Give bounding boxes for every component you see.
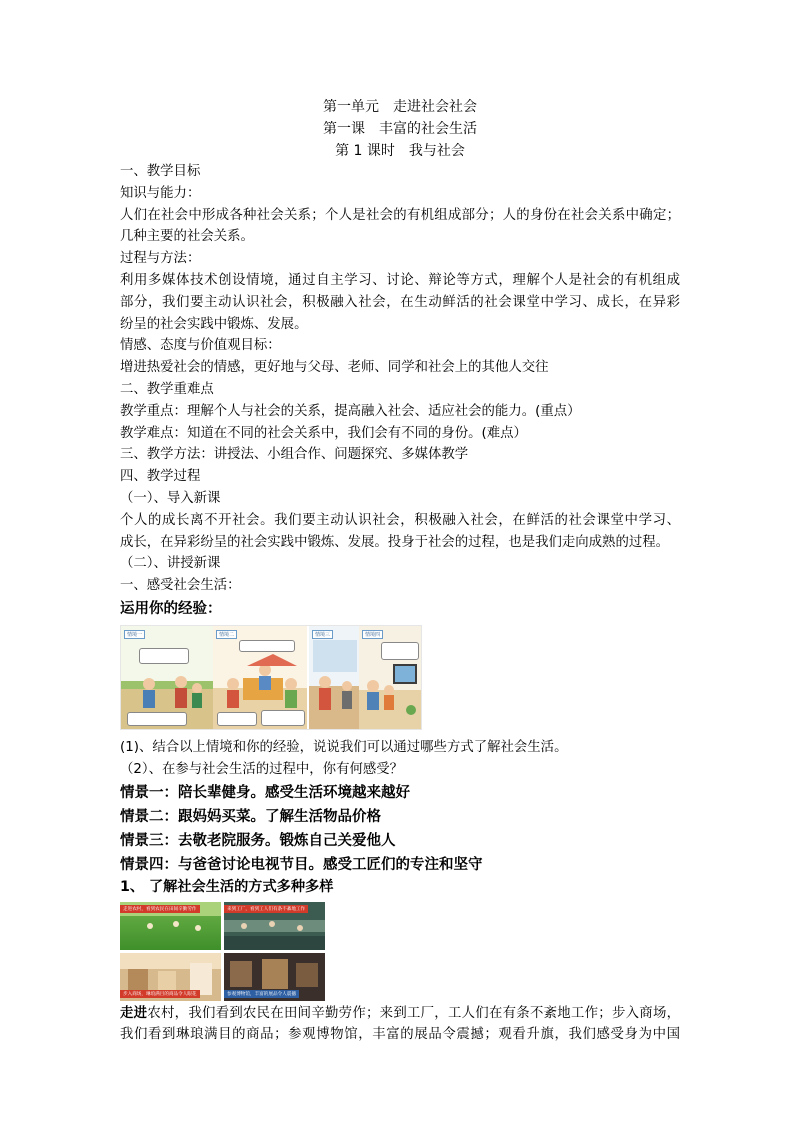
new-lesson-heading: （二）、讲授新课: [120, 556, 221, 572]
document-body: [120, 161, 680, 1046]
speech-bubble: [239, 640, 295, 652]
situation-item: 情景四：与爸爸讨论电视节目。感受工匠们的专注和坚守: [120, 856, 483, 873]
scene-panel-1: [121, 626, 213, 729]
process-heading: 四、教学过程: [120, 469, 201, 485]
speech-bubble: [217, 712, 257, 726]
situation-item: 情景二：跟妈妈买菜。了解生活物品价格: [120, 808, 381, 825]
photo-caption: 参观博物馆，丰富的展品令人震撼: [224, 990, 299, 998]
difficult-point: 教学难点：知道在不同的社会关系中，我们会有不同的身份。(难点）: [120, 425, 527, 441]
farm-photo: [120, 902, 221, 950]
lesson-title: 第一课 丰富的社会生活: [323, 121, 477, 137]
factory-photo: [224, 902, 325, 950]
scene-panel-4: [359, 626, 421, 729]
feel-heading: 一、感受社会生活：: [120, 578, 241, 594]
emotion-line: 增进热爱社会的情感，更好地与父母、老师、同学和社会上的其他人交往: [120, 360, 549, 376]
knowledge-label: 知识与能力：: [120, 185, 201, 201]
scene-label-1: 情境一: [124, 630, 145, 639]
process-line: 利用多媒体技术创设情境，通过自主学习、讨论、辩论等方式，理解个人是社会的有机组成: [120, 272, 680, 288]
speech-bubble: [127, 712, 187, 726]
scenes-illustration: [120, 625, 422, 730]
closing-line: [120, 1003, 680, 1025]
photo-grid: [120, 902, 325, 1001]
section-heading: 1、 了解社会生活的方式多种多样: [120, 878, 334, 895]
process-line: 部分，我们要主动认识社会，积极融入社会，在生动鲜活的社会课堂中学习、成长，在异彩: [120, 294, 680, 310]
emotion-label: 情感、态度与价值观目标：: [120, 338, 281, 354]
situation-item: 情景三：去敬老院服务。锻炼自己关爱他人: [120, 832, 396, 849]
title-block: [120, 96, 680, 162]
photo-caption: 走进农村，看到农民在田间辛勤劳作: [120, 905, 200, 913]
intro-line: 成长，在异彩纷呈的社会实践中锻炼、发展。投身于社会的过程，也是我们走向成熟的过程。: [120, 534, 670, 550]
scene-label-2: 情境二: [216, 630, 237, 639]
unit-title: 第一单元 走进社会社会: [323, 99, 477, 115]
key-point: 教学重点：理解个人与社会的关系，提高融入社会、适应社会的能力。(重点）: [120, 403, 581, 419]
intro-heading: （一）、导入新课: [120, 490, 221, 506]
experience-label: 运用你的经验：: [120, 600, 222, 617]
period-title: 第 1 课时 我与社会: [335, 143, 465, 159]
knowledge-line: 人们在社会中形成各种社会关系；个人是社会的有机组成部分；人的身份在社会关系中确定；: [120, 207, 680, 223]
keypoints-heading: 二、教学重难点: [120, 381, 214, 397]
photo-caption: 步入商场，琳琅满目的商品令人眼花: [120, 990, 200, 998]
methods-text: 三、教学方法：讲授法、小组合作、问题探究、多媒体教学: [120, 447, 469, 463]
scene-label-3: 情境三: [312, 630, 333, 639]
photo-caption: 来到工厂，看到工人们有条不紊地工作: [224, 905, 308, 913]
question-2: （2）、在参与社会生活的过程中，你有何感受？: [120, 761, 404, 777]
knowledge-line: 几种主要的社会关系。: [120, 229, 254, 245]
process-line: 纷呈的社会实践中锻炼、发展。: [120, 316, 308, 332]
scene-panel-2: [213, 626, 307, 729]
closing-line: 我们看到琳琅满目的商品；参观博物馆，丰富的展品令震撼；观看升旗，我们感受身为中国: [120, 1027, 680, 1043]
intro-line: 个人的成长离不开社会。我们要主动认识社会，积极融入社会，在鲜活的社会课堂中学习、: [120, 512, 680, 528]
closing-rest: 农村，我们看到农民在田间辛勤劳作；来到工厂，工人们在有条不紊地工作；步入商场，: [147, 1005, 681, 1021]
situation-item: 情景一：陪长辈健身。感受生活环境越来越好: [120, 784, 410, 801]
scene-panel-3: [307, 626, 361, 729]
mall-photo: [120, 953, 221, 1001]
speech-bubble: [261, 710, 305, 726]
speech-bubble: [381, 642, 419, 660]
objectives-heading: 一、教学目标: [120, 164, 201, 179]
museum-photo: [224, 953, 325, 1001]
scene-label-4: 情境四: [362, 630, 383, 639]
process-label: 过程与方法：: [120, 251, 201, 267]
question-1: (1)、结合以上情境和你的经验，说说我们可以通过哪些方式了解社会生活。: [120, 739, 568, 755]
closing-lead: 走进: [120, 1005, 148, 1021]
speech-bubble: [139, 648, 189, 664]
